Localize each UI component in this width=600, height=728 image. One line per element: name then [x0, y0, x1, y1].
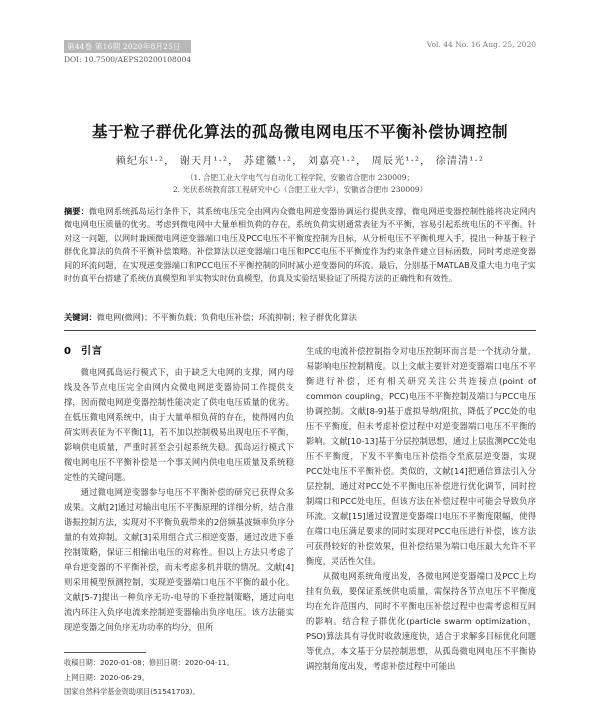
affiliation-1: （1. 合肥工业大学电气与自动化工程学院，安徽省合肥市 230009； — [185, 173, 415, 182]
author-list: 赖纪东¹·²， 谢天月¹·²， 苏建徽¹·²， 刘嘉亮¹·²， 周辰光¹·²， 徐清清¹·² — [115, 156, 485, 167]
abstract-divider — [64, 330, 536, 331]
left-column — [64, 344, 294, 635]
left-paragraph-1: 微电网孤岛运行模式下，由于缺乏大电网的支撑，网内母线及各节点电压完全由网内众微电网逆变器协同工作提供支撑，因而微电网逆变器控制性能决定了供电电压质量的优劣。在低压微电网系统中，由于大量单相负荷的存在，使得网内负荷实则表征为不平衡[1]，若不加以控制极易出现电压不平衡，影响供电质量，严重时甚至会引起系统失稳。孤岛运行模式下微电网电压不平衡补偿是一个事关网内供电电压质量及系统稳定性的关键问题。 — [64, 367, 294, 482]
keywords-block — [64, 311, 536, 324]
abstract-text: 微电网系统孤岛运行条件下，其系统电压完全由网内众微电网逆变器协调运行提供支撑，微电网逆变器控制性能将决定网内微电网电压质量的优劣。考虑到微电网中大量单相负荷的存在，系统负荷实则通常表征为不平衡，容易引起系统电压的不平衡。针对这一问题，以网时兼顾微电网逆变器端口电压及PCC电压不平衡度控制为目标，从分析电压不平衡机理入手，提出一种基于粒子群优化算法的负荷不平衡补偿策略。补偿算法以逆变器端口电压和PCC电压不平衡度作为约束条件建立目标函数，同时考虑逆变器间的环流问题，在实现逆变器端口和PCC电压不平衡控制的同时减小逆变器间的环流。最后，分别基于MATLAB及重大电力电子实时仿真平台搭建了系统仿真模型和半实物实时仿真模型，仿真及实验结果验证了所提方法的正确性和有效性。 — [64, 206, 536, 284]
section-heading — [64, 344, 294, 359]
footnote-received-date: 收稿日期：2020-01-08；修回日期：2020-04-11。 — [64, 658, 234, 667]
section-number: 0 — [64, 346, 72, 357]
abstract-block — [64, 205, 536, 285]
keywords-label: 关键词： — [64, 312, 97, 322]
left-paragraph-2: 通过微电网逆变器参与电压不平衡补偿的研究已获得众多成果。文献[2]通过对输出电压不平衡原理的详细分析，结合准谐振控制方法，实现对不平衡负载带来的2倍频基波频率负序分量的有效抑制。文献[3]采用组合式三相逆变器，通过改进下垂控制策略，保证三相输出电压的对称性。但以上方法只考虑了单台逆变器的不平衡补偿，而未考虑多机并联的情况。文献[4]则采用模型预测控制，实现逆变器端口电压不平衡的最小化。文献[5-7]提出一种负序无功-电导的下垂控制策略，通过向电流内环注入负序电流来控制逆变器输出负序电压。该方法能实现逆变器之间负序无功功率的均分，但所 — [64, 487, 294, 632]
affiliation-2: 2. 光伏系统教育部工程研究中心（合肥工业大学），安徽省合肥市 230009） — [172, 185, 428, 194]
right-paragraph-2: 从微电网系统角度出发，各微电网逆变器端口及PCC上均挂有负载，要保证系统供电质量，需保持各节点电压不平衡度均在允许范围内，同时不平衡电压补偿过程中也需考虑相互间的影响。结合粒子群优化(particle swarm optimization，PSO)算法具有寻优时收敛速度快，适合于求解多目标优化问题等优点，本文基于分层控制思想，从孤岛微电网电压不平衡协调控制角度出发，考虑补偿过程中可能出 — [306, 571, 536, 671]
footnote-online-date: 上网日期：2020-06-29。 — [64, 672, 149, 682]
abstract-label: 摘要： — [64, 206, 89, 216]
doi-line: DOI: 10.7500/AEPS20200108004 — [64, 55, 192, 64]
footnote-funding: 国家自然科学基金资助项目(51541703)。 — [64, 687, 200, 696]
right-column — [306, 344, 536, 674]
paper-title: 基于粒子群优化算法的孤岛微电网电压不平衡补偿协调控制 — [91, 123, 508, 141]
footnotes-block — [64, 656, 294, 700]
journal-issue-tag: 第44卷 第16期 2020年8月25日 — [64, 40, 191, 53]
section-title: 引言 — [80, 346, 103, 357]
footnote-divider — [64, 652, 146, 653]
journal-volume-reference: Vol. 44 No. 16 Aug. 25, 2020 — [426, 40, 536, 49]
keywords-text: 微电网(微网)；不平衡负载；负荷电压补偿；环流抑制；粒子群优化算法 — [96, 312, 357, 322]
right-paragraph-1: 生成的电流补偿控制指令对电压控制环而言是一个扰动分量，易影响电压控制精度。以上文献主要针对逆变器端口电压不平衡进行补偿，还有相关研究关注公共连接点(point of common coupling，PCC)电压不平衡控制及端口与PCC电压协调控制。文献[8-9]基于虚拟导纳/阻抗，降低了PCC处的电压不平衡度，但未考虑补偿过程中对逆变器端口电压不平衡的影响。文献[10-13]基于分层控制思想，通过上层监测PCC处电压不平衡度，下发不平衡电压补偿指令至底层逆变器，实现PCC处电压不平衡补偿。类似的，文献[14]把通信算法引入分层控制，通过对PCC处不平衡电压补偿进行优化调节，同时控制端口和PCC处电压，但该方法在补偿过程中可能会导致负序环流。文献[15]通过设置逆变器端口电压不平衡度限幅，使得在端口电压满足要求的同时实现对PCC电压进行补偿，该方法可获得较好的补偿效果，但补偿结果为端口电压最大允许不平衡度，灵活性欠佳。 — [306, 346, 536, 566]
